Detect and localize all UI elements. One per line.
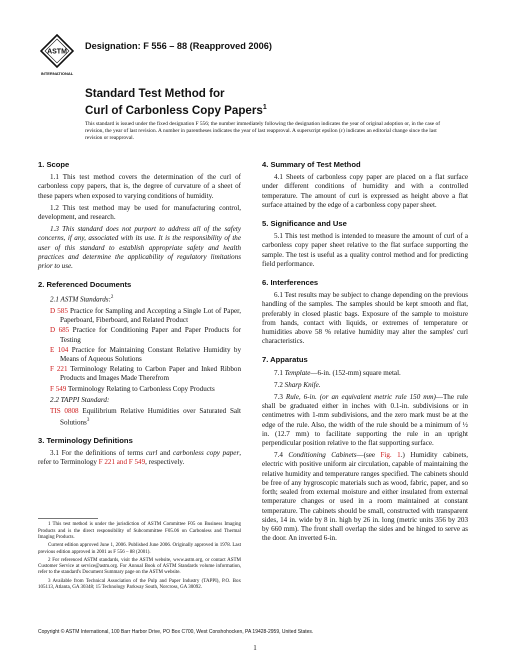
text: and bbox=[157, 449, 174, 457]
ref-text: Terminology Relating to Carbon Paper and Inked Ribbon Products and Images Made Therefrom bbox=[60, 365, 242, 383]
ref-text: Practice for Sampling and Accepting a Single Lot of Paper, Paperboard, Fiberboard, and Related Product bbox=[60, 307, 241, 325]
section-heading: 3. Terminology Definitions bbox=[38, 435, 133, 445]
term: Sharp Knife. bbox=[284, 380, 321, 389]
paragraph bbox=[262, 369, 468, 378]
astm-logo bbox=[40, 34, 74, 80]
paragraph: 1.3 This standard does not purport to address all of the safety concerns, if any, associated with its use. It is the responsibility of the user of this standard to establish appropriate safety and health practices and determine the applicability of regulatory limitations prior to use. bbox=[38, 225, 241, 271]
ref-item bbox=[50, 407, 242, 428]
logo-text: ASTM bbox=[47, 48, 67, 56]
title-footnote-marker: 1 bbox=[262, 104, 267, 111]
text: —6-in. (152-mm) square metal. bbox=[310, 368, 401, 377]
footnote-rule bbox=[38, 518, 98, 519]
ref-link[interactable]: TIS 0808 bbox=[50, 407, 79, 416]
right-column bbox=[262, 160, 468, 546]
paragraph: 5.1 This test method is intended to measure the amount of curl of a carbonless copy paper sheet relative to the flat surface supporting the sample. The test is useful as a quality control method and for predicting field performance. bbox=[262, 232, 468, 268]
ref-item bbox=[50, 345, 241, 364]
paragraph: 4.1 Sheets of carbonless copy paper are placed on a flat surface under different conditions of humidity and with a controlled temperature. The amount of curl is expressed as height above a flat surface attained by the edge of a carbonless copy paper sheet. bbox=[262, 173, 468, 209]
footnote: 2 For referenced ASTM standards, visit the ASTM website, www.astm.org, or contact ASTM Customer Service at service@astm.org. For Annual Book of ASTM Standards volume information, refer to the standard's Document Summary page on the ASTM website. bbox=[38, 557, 241, 576]
ref-item bbox=[50, 326, 241, 344]
logo-subtext: INTERNATIONAL bbox=[40, 71, 74, 76]
ref-item bbox=[50, 307, 241, 325]
text: —(see bbox=[356, 451, 381, 460]
subsection-tappi: 2.2 TAPPI Standard: bbox=[50, 395, 110, 404]
figure-link[interactable]: Fig. 1 bbox=[380, 451, 401, 460]
left-column bbox=[38, 160, 241, 593]
footnote: Current edition approved June 1, 2006. Published June 2006. Originally approved in 1978. Last previous edition approved in 2001 as F 556 – 88 (2001). bbox=[38, 543, 241, 555]
clause-number: 7.4 bbox=[274, 451, 289, 460]
page-number: 1 bbox=[253, 644, 257, 652]
term: Template bbox=[284, 368, 311, 377]
clause-number: 7.2 bbox=[274, 380, 285, 389]
footnote: 1 This test method is under the jurisdiction of ASTM Committee F05 on Business Imaging Products and is the direct responsibility of Subcommittee F05.06 on Carbonless and Thermal Imaging Products. bbox=[38, 522, 241, 540]
ref-link[interactable]: E 104 bbox=[50, 345, 69, 354]
section-heading: 7. Apparatus bbox=[262, 355, 308, 365]
clause-number: 7.1 bbox=[274, 368, 285, 377]
ref-link[interactable]: F 221 and F 549 bbox=[98, 458, 146, 467]
subsection-astm bbox=[50, 293, 241, 305]
section-heading: 1. Scope bbox=[38, 160, 70, 169]
ref-text: Practice for Conditioning Paper and Paper Products for Testing bbox=[60, 326, 241, 344]
paragraph: 1.1 This test method covers the determination of the curl of carbonless copy papers, that is, the degree of curvature of a sheet of these papers when exposed to varying conditions of humidity. bbox=[38, 173, 241, 200]
ref-link[interactable]: F 221 bbox=[50, 365, 68, 374]
ref-text: Equilibrium Relative Humidities over Saturated Salt Solutions bbox=[60, 407, 242, 427]
clause-number: 7.3 bbox=[274, 393, 286, 402]
ref-link[interactable]: D 685 bbox=[50, 326, 70, 335]
ref-text: Terminology Relating to Carbonless Copy Products bbox=[68, 384, 215, 393]
ref-link[interactable]: F 549 bbox=[50, 384, 67, 393]
section-heading: 2. Referenced Documents bbox=[38, 280, 132, 290]
subsection-label: 2.1 ASTM Standards: bbox=[50, 295, 111, 304]
title-text: Curl of Carbonless Copy Papers bbox=[85, 103, 263, 117]
ref-list bbox=[50, 307, 241, 394]
paragraph: 6.1 Test results may be subject to change depending on the previous handling of the samples. The samples should be kept smooth and flat, preferably in closed plastic bags. Exposure of the sample to moisture from hands, contact with liquids, or extremes of temperature or humidities above 58 % relative humidity may alter the samples' curl characteristics. bbox=[262, 291, 468, 346]
section-heading: 6. Interferences bbox=[262, 278, 319, 288]
term: Conditioning Cabinets bbox=[288, 451, 357, 460]
footnote: 3 Available from Technical Association of the Pulp and Paper Industry (TAPPI), P.O. Box 105113, Atlanta, GA 30348; 15 Technology Parkway South, Norcross, GA 30092. bbox=[38, 578, 241, 591]
standard-notice: This standard is issued under the fixed designation F 556; the number immediately following the designation indicates the year of original adoption or, in the case of revision, the year of last revision. A number in parentheses indicates the year of last reapproval. A superscript epsilon (ε) indicates an editorial change since the last revision or reapproval. bbox=[85, 121, 441, 141]
ref-link[interactable]: D 585 bbox=[50, 307, 68, 315]
title-line-1: Standard Test Method for bbox=[85, 87, 225, 100]
ref-item bbox=[50, 365, 242, 383]
title-line-2 bbox=[85, 101, 267, 118]
text: .) Humidity cabinets, electric with positive uniform air circulation, capable of maintaining the relative humidity and temperature ranges specified. The cabinets should be free of any hygroscopic materials such as wood, fabric, paper, and so forth; sealed from external moisture and either insulated from external temperature changes or used in a room maintained at constant temperature. The cabinets should be small, constructed with transparent sides, 14 in. wide by 8 in. high by 26 in. long (metric units 356 by 203 by 660 mm). The front shall overlap the sides and be hinged to serve as the door. An inverted 6-in. bbox=[262, 451, 468, 543]
term: Rule, 6-in. (or an equivalent metric rule 150 mm) bbox=[285, 393, 436, 402]
term: curl bbox=[145, 449, 158, 457]
paragraph bbox=[262, 451, 468, 543]
text: 3.1 For the definitions of terms bbox=[50, 449, 146, 457]
section-heading: 4. Summary of Test Method bbox=[262, 160, 361, 169]
document-title bbox=[85, 87, 267, 118]
footnote-marker: 3 bbox=[86, 418, 90, 424]
paragraph bbox=[262, 393, 468, 448]
ref-item bbox=[50, 384, 241, 394]
text: , refer to Terminology bbox=[38, 449, 241, 467]
ref-list bbox=[50, 407, 241, 428]
copyright-line: Copyright © ASTM International, 100 Barr Harbor Drive, PO Box C700, West Conshohocken, PA 19428-2959, United States. bbox=[38, 629, 314, 635]
paragraph bbox=[38, 449, 241, 467]
text: —The rule shall be graduated either in inches with 0.1-in. subdivisions or in centimetres with 1-mm subdivisions, and the zero mark must be at the edge of the rule. Also, the width of the rule should be a minimum of ½ in. (12.7 mm) to facilitate supporting the rule in an upright perpendicular position relative to the flat supporting surface. bbox=[262, 393, 468, 448]
text: , respectively. bbox=[145, 458, 185, 467]
ref-text: Practice for Maintaining Constant Relative Humidity by Means of Aqueous Solutions bbox=[60, 345, 241, 364]
term: carbonless copy paper bbox=[173, 449, 240, 457]
section-heading: 5. Significance and Use bbox=[262, 219, 347, 229]
paragraph bbox=[262, 381, 468, 390]
designation: Designation: F 556 – 88 (Reapproved 2006) bbox=[85, 41, 272, 51]
paragraph: 1.2 This test method may be used for manufacturing control, development, and research. bbox=[38, 203, 241, 222]
footnote-marker: 2 bbox=[110, 295, 114, 301]
